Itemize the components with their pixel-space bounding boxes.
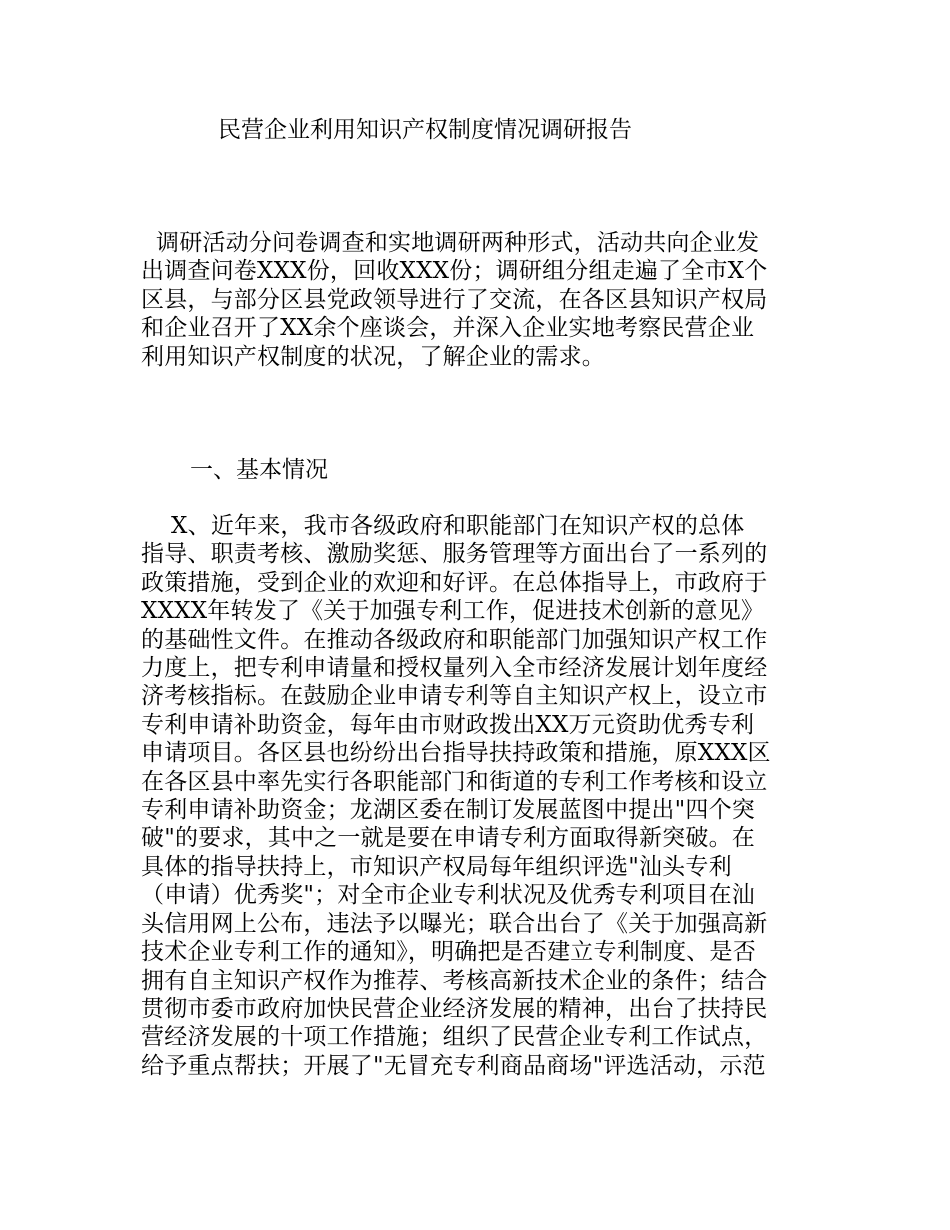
text-line: 破"的要求，其中之一就是要在申请专利方面取得新突破。在 (141, 825, 755, 852)
section-heading: 一、基本情况 (190, 457, 328, 483)
text-line: 出调查问卷XXX份，回收XXX份；调研组分组走遍了全市X个 (141, 258, 768, 285)
text-line: 和企业召开了XX余个座谈会，并深入企业实地考察民营企业 (141, 315, 755, 342)
intro-paragraph (141, 229, 821, 371)
text-line: 调研活动分问卷调查和实地调研两种形式，活动共向企业发 (141, 230, 760, 256)
text-line: 利用知识产权制度的状况，了解企业的需求。 (141, 343, 605, 370)
text-line: 的基础性文件。在推动各级政府和职能部门加强知识产权工作 (141, 626, 768, 653)
text-line: XXXX年转发了《关于加强专利工作，促进技术创新的意见》 (141, 598, 765, 625)
text-line: 申请项目。各区县也纷纷出台指导扶持政策和措施，原XXX区 (141, 740, 771, 767)
text-line: 营经济发展的十项工作措施；组织了民营企业专利工作试点， (141, 1024, 768, 1051)
text-line: 专利申请补助资金；龙湖区委在制订发展蓝图中提出"四个突 (141, 797, 755, 824)
text-line: X、近年来，我市各级政府和职能部门在知识产权的总体 (141, 513, 745, 539)
text-line: 区县，与部分区县党政领导进行了交流，在各区县知识产权局 (141, 286, 768, 313)
text-line: 头信用网上公布，违法予以曝光；联合出台了《关于加强高新 (141, 910, 768, 937)
text-line: 贯彻市委市政府加快民营企业经济发展的精神，出台了扶持民 (141, 995, 768, 1022)
text-line: 济考核指标。在鼓励企业申请专利等自主知识产权上，设立市 (141, 683, 768, 710)
document-title: 民营企业利用知识产权制度情况调研报告 (218, 117, 632, 143)
text-line: 政策措施，受到企业的欢迎和好评。在总体指导上，市政府于 (141, 569, 768, 596)
text-line: 专利申请补助资金，每年由市财政拨出XX万元资助优秀专利 (141, 711, 755, 738)
text-line: 力度上，把专利申请量和授权量列入全市经济发展计划年度经 (141, 655, 768, 682)
text-line: （申请）优秀奖"；对全市企业专利状况及优秀专利项目在汕 (141, 882, 755, 909)
text-line: 指导、职责考核、激励奖惩、服务管理等方面出台了一系列的 (141, 541, 768, 568)
text-line: 技术企业专利工作的通知》，明确把是否建立专利制度、是否 (141, 939, 756, 966)
text-line: 在各区县中率先实行各职能部门和街道的专利工作考核和设立 (141, 768, 768, 795)
text-line: 具体的指导扶持上，市知识产权局每年组织评选"汕头专利 (141, 853, 732, 880)
body-paragraph (141, 512, 821, 1080)
text-line: 拥有自主知识产权作为推荐、考核高新技术企业的条件；结合 (141, 967, 768, 994)
text-line: 给予重点帮扶；开展了"无冒充专利商品商场"评选活动，示范 (141, 1052, 766, 1079)
